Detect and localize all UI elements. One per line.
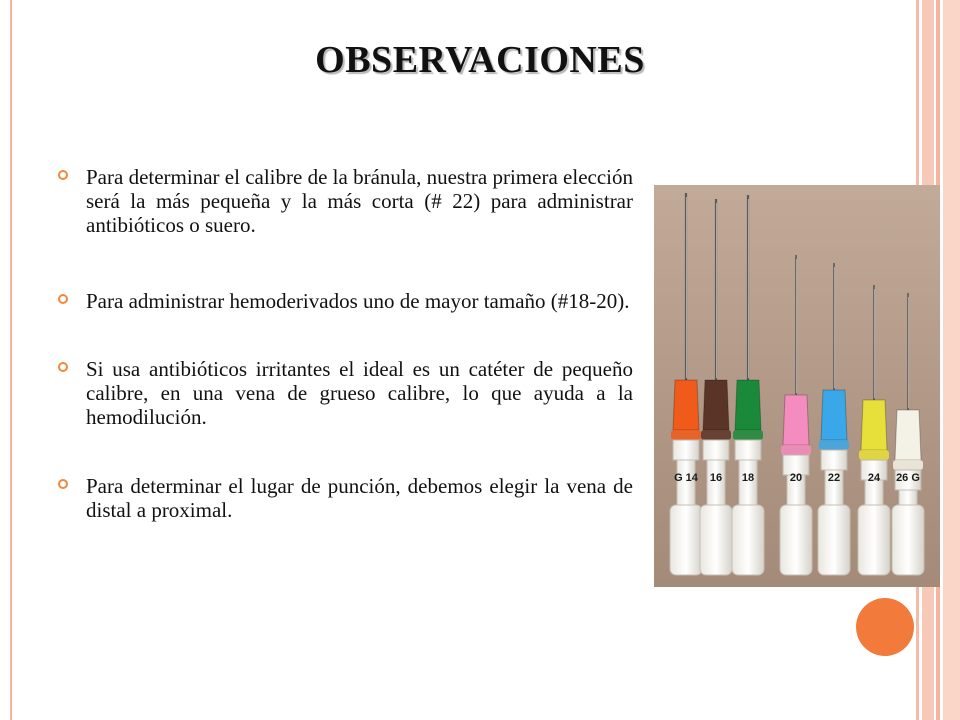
bullet-item bbox=[58, 474, 633, 522]
catheter-hub bbox=[861, 400, 887, 450]
gauge-label: 24 bbox=[867, 472, 881, 484]
bullet-item bbox=[58, 165, 633, 237]
bullet-text: Para administrar hemoderivados uno de mayor tamaño (#18-20). bbox=[86, 289, 630, 313]
decorative-orange-circle bbox=[856, 598, 914, 656]
bullet-circle-icon bbox=[58, 170, 68, 180]
bullet-circle-icon bbox=[58, 479, 68, 489]
bullet-item bbox=[58, 357, 633, 429]
bullet-text: Para determinar el calibre de la bránula, nuestra primera elección será la más pequeña y la más corta (# 22) para administrar antibióticos o suero. bbox=[86, 165, 633, 237]
bullet-circle-icon bbox=[58, 294, 68, 304]
bullet-text: Si usa antibióticos irritantes el ideal es un catéter de pequeño calibre, en una vena de grueso calibre, lo que ayuda a la hemodilución. bbox=[86, 357, 633, 429]
catheter-hub bbox=[821, 390, 847, 440]
catheter-barrel bbox=[818, 505, 850, 575]
gauge-label: 16 bbox=[709, 472, 723, 484]
gauge-label: 18 bbox=[741, 472, 755, 484]
gauge-label: G 14 bbox=[674, 472, 698, 484]
catheter-hub bbox=[735, 380, 761, 430]
catheter-photo bbox=[654, 185, 940, 587]
catheter-hub bbox=[673, 380, 699, 430]
catheter-hub bbox=[783, 395, 809, 445]
catheter-barrel bbox=[732, 505, 764, 575]
bullet-text: Para determinar el lugar de punción, debemos elegir la vena de distal a proximal. bbox=[86, 474, 633, 522]
bullet-list bbox=[58, 165, 633, 522]
bullet-item bbox=[58, 289, 633, 313]
catheter-barrel bbox=[670, 505, 702, 575]
gauge-label: 20 bbox=[789, 472, 803, 484]
bullet-circle-icon bbox=[58, 362, 68, 372]
gauge-label: 26 G bbox=[896, 472, 920, 484]
catheter-barrel bbox=[700, 505, 732, 575]
frame-left-border bbox=[0, 0, 12, 720]
catheter-hub bbox=[703, 380, 729, 430]
catheter-hub bbox=[895, 410, 921, 460]
slide-title: OBSERVACIONES bbox=[315, 39, 645, 81]
gauge-label: 22 bbox=[827, 472, 841, 484]
catheter-barrel bbox=[858, 505, 890, 575]
frame-top bbox=[0, 0, 960, 10]
catheter-illustration bbox=[654, 185, 940, 587]
catheter-barrel bbox=[892, 505, 924, 575]
catheter-barrel bbox=[780, 505, 812, 575]
